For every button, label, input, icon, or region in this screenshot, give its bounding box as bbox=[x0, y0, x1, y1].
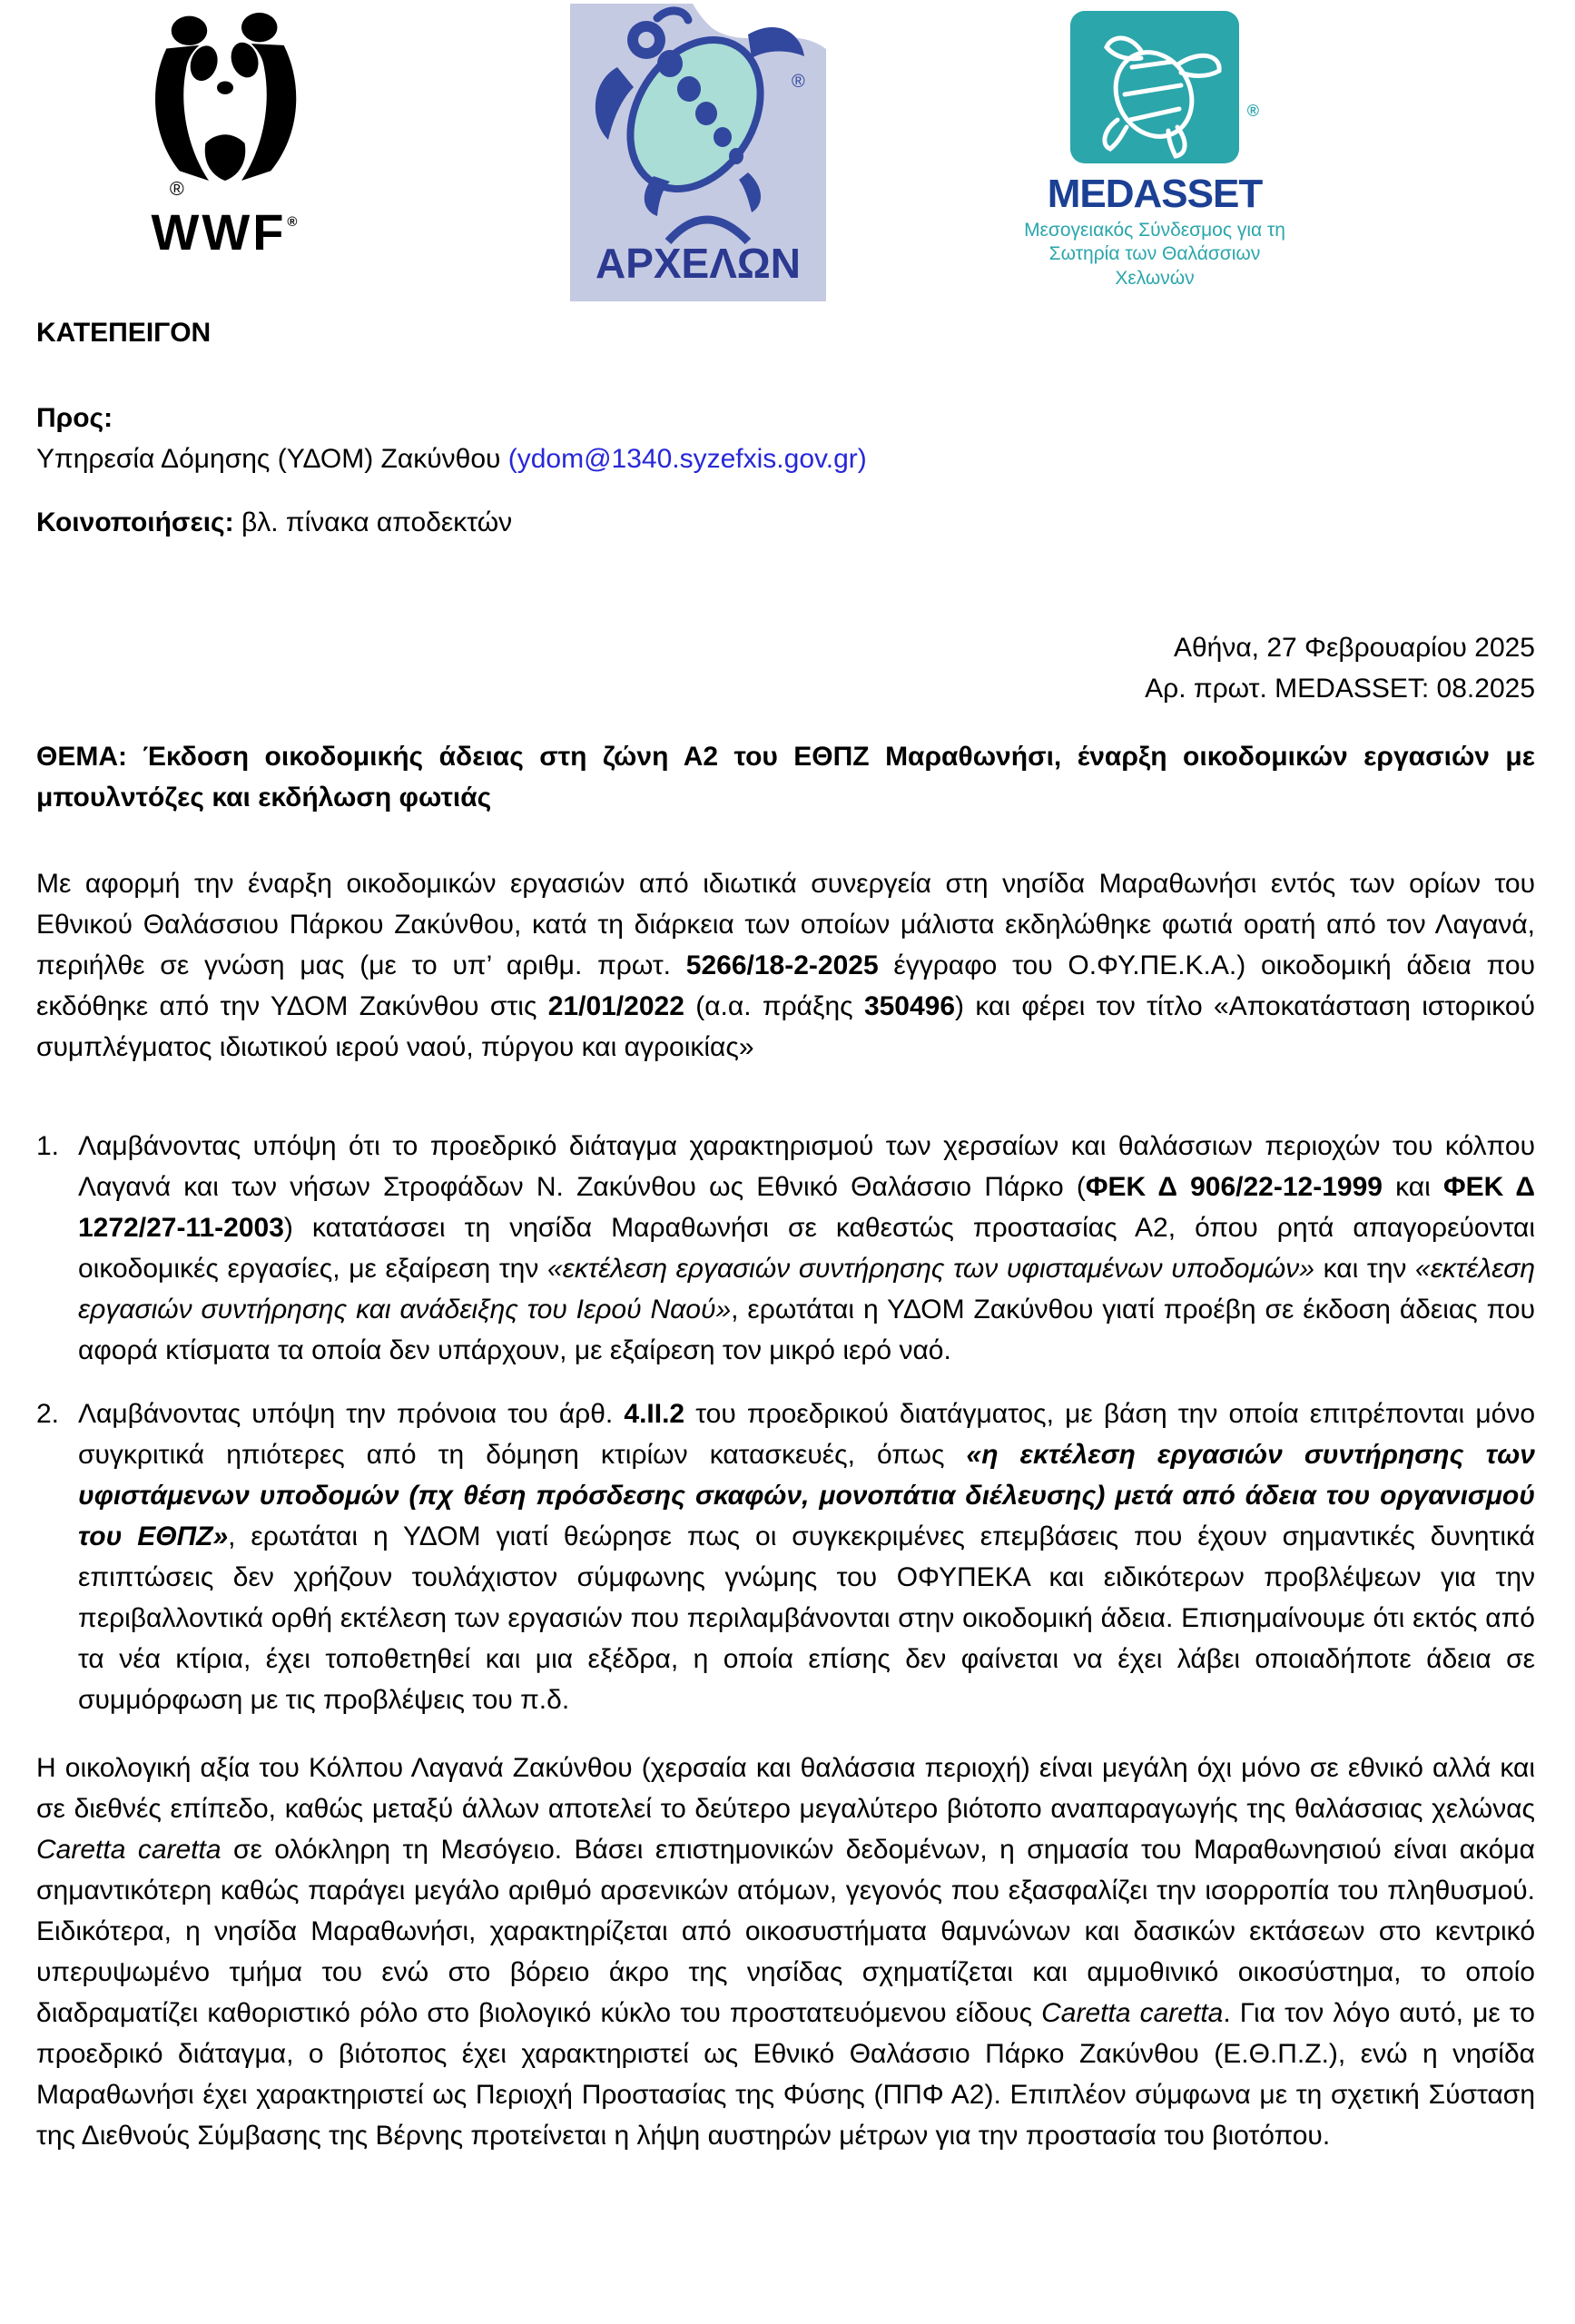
text-run: 350496 bbox=[863, 991, 956, 1021]
text-run: βλ. πίνακα αποδεκτών bbox=[233, 507, 513, 537]
text-run: 4.ΙΙ.2 bbox=[624, 1399, 685, 1429]
text-run: , ερωτάται η ΥΔΟΜ γιατί θεώρησε πως οι συγκεκριμένες επεμβάσεις που έχουν σημαντικές δυνητικά επιπτώσεις δεν χρήζουν τουλάχιστον σύμφωνης γνώμης του ΟΦΥΠΕΚΑ και ειδικότερων προβλέψεων για την περιβαλλοντικά ορθή εκτέλεση των εργασιών που περιλαμβάνονται στην οικοδομική άδεια. Επισημαίνουμε ότι εκτός από τα νέα κτίρια, έχει τοποθετηθεί και μια εξέδρα, η οποία επίσης δεν φαίνεται να έχει λάβει οποιαδήποτε άδεια σε συμμόρφωση με τις προβλέψεις του π.δ. bbox=[78, 1521, 1535, 1715]
list-item-text bbox=[78, 1399, 1535, 1715]
text-run: ΦΕΚ Δ 906/22-12-1999 bbox=[1085, 1172, 1383, 1202]
recipient-label: Προς: bbox=[36, 403, 113, 433]
text-run: Με αφορμή την έναρξη οικοδομικών εργασιών από ιδιωτικά συνεργεία στη νησίδα Μαραθωνήσι εντός των ορίων του Εθνικού Θαλάσσιου Πάρκου Ζακύνθου, κατά τη διάρκεια των οποίων μάλιστα εκδηλώθηκε φωτιά ορατή από τον Λαγανά, περιήλθε σε γνώση μας (με το υπ’ αριθμ. πρωτ. bbox=[36, 869, 1535, 980]
wwf-panda-icon bbox=[143, 13, 307, 205]
text-run: «η εκτέλεση εργασιών συντήρησης των υφιστάμενων υποδομών (πχ θέση πρόσδεσης σκαφών, μονοπάτια διέλευσης) μετά από άδεια του οργανισμού του ΕΘΠΖ» bbox=[78, 1440, 1535, 1551]
intro-paragraph bbox=[36, 863, 1535, 1068]
wwf-wordmark bbox=[134, 203, 316, 261]
wwf-logo bbox=[134, 13, 316, 261]
text-run: . Για τον λόγο αυτό, με το προεδρικό διάταγμα, ο βιότοπος έχει χαρακτηριστεί ως Εθνικό Θαλάσσιο Πάρκο Ζακύνθου (Ε.Θ.Π.Ζ.), ενώ η νησίδα Μαραθωνήσι έχει χαρακτηριστεί ως Περιοχή Προστασίας της Φύσης (ΠΠΦ Α2). Επιπλέον σύμφωνα με τη σχετική Σύσταση της Διεθνούς Σύμβασης της Βέρνης προτείνεται η λήψη αυστηρών μέτρων για την προστασία του βιοτόπου. bbox=[36, 1998, 1535, 2151]
cc-line bbox=[36, 502, 1535, 543]
text-run: , ερωτάται η ΥΔΟΜ Ζακύνθου γιατί προέβη σε έκδοση άδειας που αφορά κτίσματα τα οποία δεν υπάρχουν, με εξαίρεση τον μικρό ιερό ναό. bbox=[78, 1295, 1535, 1365]
text-run: έγγραφο του Ο.ΦΥ.ΠΕ.Κ.Α.) οικοδομική άδεια που εκδόθηκε από την ΥΔΟΜ Ζακύνθου στις bbox=[36, 950, 1536, 1021]
medasset-registered-mark: ® bbox=[1246, 102, 1259, 120]
urgency-label: ΚΑΤΕΠΕΙΓΟΝ bbox=[36, 318, 212, 348]
list-item-number: 2. bbox=[36, 1399, 60, 1429]
medasset-logo bbox=[1019, 11, 1291, 290]
archelon-logo bbox=[570, 4, 826, 301]
closing-paragraph bbox=[36, 1748, 1535, 2156]
text-run: Υπηρεσία Δόμησης (ΥΔΟΜ) Ζακύνθου bbox=[36, 444, 508, 474]
text-run: Λαμβάνοντας υπόψη ότι το προεδρικό διάταγμα χαρακτηρισμού των χερσαίων και θαλάσσιων περιοχών του κόλπου Λαγανά και των νήσων Στροφάδων Ν. Ζακύνθου ως Εθνικό Θαλάσσιο Πάρκο ( bbox=[78, 1131, 1535, 1202]
text-run: ) κατατάσσει τη νησίδα Μαραθωνήσι σε καθεστώς προστασίας Α2, όπου ρητά απαγορεύονται οικοδομικές εργασίες, με εξαίρεση την bbox=[78, 1213, 1535, 1284]
text-run: σε ολόκληρη τη Μεσόγειο. Βάσει επιστημονικών δεδομένων, η σημασία του Μαραθωνησιού είναι ακόμα σημαντικότερη καθώς παράγει μεγάλο αριθμό αρσενικών ατόμων, γεγονός που εξασφαλίζει την ισορροπία του πληθυσμού. Ειδικότερα, η νησίδα Μαραθωνήσι, χαρακτηρίζεται από οικοσυστήματα θαμνώνων και δασικών εκτάσεων στο κεντρικό υπερυψωμένο τμήμα του ενώ στο βόρειο άκρο της νησίδας σχηματίζεται και αμμοθινικό οικοσύστημα, το οποίο διαδραματίζει καθοριστικό ρόλο στο βιολογικό κύκλο του προστατευόμενου είδους bbox=[36, 1835, 1535, 2028]
text-run: ) και φέρει τον τίτλο «Αποκατάσταση ιστορικού συμπλέγματος ιδιωτικού ιερού ναού, πύργου και αγροικίας» bbox=[36, 991, 1535, 1062]
list-item-number: 1. bbox=[36, 1131, 60, 1161]
text-run: Λαμβάνοντας υπόψη την πρόνοια του άρθ. bbox=[78, 1399, 625, 1429]
medasset-subtitle-line1: Μεσογειακός Σύνδεσμος για τη bbox=[1024, 220, 1285, 241]
text-run: 21/01/2022 bbox=[547, 991, 684, 1021]
recipient-line bbox=[36, 438, 1535, 479]
text-run: του προεδρικού διατάγματος, με βάση την οποία επιτρέπονται μόνο συγκριτικά ηπιότερες από τη δόμηση κτιρίων κατασκευές, όπως bbox=[78, 1399, 1535, 1470]
protocol-line: Αρ. πρωτ. MEDASSET: 08.2025 bbox=[1145, 674, 1535, 704]
wwf-registered-mark: ® bbox=[287, 214, 300, 230]
text-run: ΦΕΚ Δ 1272/27-11-2003 bbox=[78, 1172, 1535, 1243]
text-run: Κοινοποιήσεις: bbox=[36, 507, 234, 537]
text-run: Caretta caretta bbox=[1041, 1998, 1224, 2028]
medasset-subtitle bbox=[1019, 219, 1291, 290]
text-run: και bbox=[1382, 1172, 1444, 1202]
list-item-text bbox=[78, 1131, 1535, 1365]
medasset-turtle-icon bbox=[1070, 11, 1239, 163]
medasset-subtitle-line2: Σωτηρία των Θαλάσσιων Χελωνών bbox=[1048, 243, 1261, 289]
medasset-wordmark: MEDASSET bbox=[1047, 172, 1263, 216]
text-run: ΘΕΜΑ: Έκδοση οικοδομικής άδειας στη ζώνη Α2 του ΕΘΠΖ Μαραθωνήσι, έναρξη οικοδομικών εργασιών με μπουλντόζες και εκδήλωση φωτιάς bbox=[36, 742, 1535, 812]
subject-line bbox=[36, 736, 1535, 818]
text-run: Caretta caretta bbox=[36, 1835, 221, 1865]
archelon-turtle-icon bbox=[570, 4, 826, 301]
email-link[interactable]: (ydom@1340.syzefxis.gov.gr) bbox=[507, 444, 867, 474]
numbered-list bbox=[36, 1126, 1535, 1720]
text-run: «εκτέλεση εργασιών συντήρησης των υφισταμένων υποδομών» bbox=[547, 1254, 1314, 1284]
text-run: (α.α. πράξης bbox=[684, 991, 864, 1021]
list-item bbox=[36, 1393, 1535, 1720]
letter-meta bbox=[36, 627, 1535, 709]
text-run: 5266/18-2-2025 bbox=[685, 950, 879, 980]
date-line: Αθήνα, 27 Φεβρουαρίου 2025 bbox=[1173, 633, 1535, 663]
svg-text:®: ® bbox=[169, 177, 184, 201]
wwf-text: WWF bbox=[151, 203, 287, 261]
text-run: Η οικολογική αξία του Κόλπου Λαγανά Ζακύνθου (χερσαία και θαλάσσια περιοχή) είναι μεγάλη όχι μόνο σε εθνικό αλλά και σε διεθνές επίπεδο, καθώς μεταξύ άλλων αποτελεί το δεύτερο μεγαλύτερο βιότοπο αναπαραγωγής της θαλάσσιας χελώνας bbox=[36, 1753, 1535, 1824]
logo-header bbox=[36, 0, 1535, 307]
archelon-wordmark: ΑΡΧΕΛΩΝ bbox=[595, 240, 802, 287]
text-run: «εκτέλεση εργασιών συντήρησης και ανάδειξης του Ιερού Ναού» bbox=[78, 1254, 1536, 1324]
archelon-registered-mark: ® bbox=[792, 72, 805, 92]
list-item bbox=[36, 1126, 1535, 1371]
text-run: και την bbox=[1314, 1254, 1416, 1284]
